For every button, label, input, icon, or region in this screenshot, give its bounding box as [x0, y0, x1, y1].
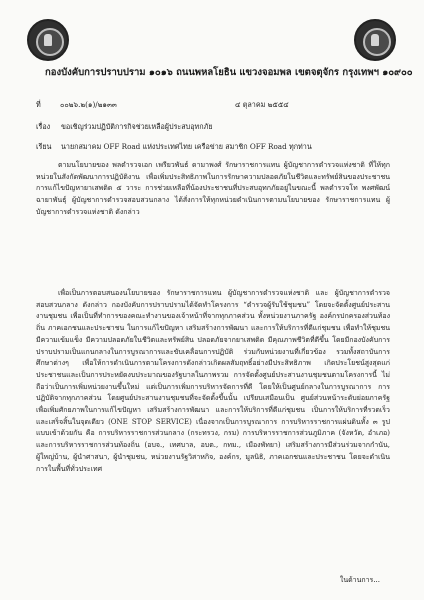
recipient-row	[36, 142, 396, 152]
reference-row	[36, 100, 386, 110]
body-paragraph-2: เพื่อเป็นการตอบสนองนโยบายของ รักษาราชการแทน ผู้บัญชาการตำรวจแห่งชาติ และ ผู้บัญชาการตำรวจสอบสวนกลาง ดังกล่าว กองบังคับการปราบปรามได้จัดทำโครงการ “ตำรวจผู้รับใช้ชุมชน” โดยจะจัดตั้งศูนย์ประสานงานชุมชน เพื่อเป็นที่ทำการของคณะทำงานของเจ้าหน้าที่จากทุกภาคส่วน ทั้งหน่วยงานภาครัฐ องค์กรปกครองส่วนท้องถิ่น ภาคเอกชนและประชาชน ในการแก้ไขปัญหา เสริมสร้างการพัฒนา และการให้บริการที่ดีแก่ชุมชน เพื่อทำให้ชุมชนมีความเข้มแข็ง มีความปลอดภัยในชีวิตและทรัพย์สิน ปลอดภัยจากยาเสพติด มีคุณภาพชีวิตที่ดีขึ้น โดยมีกองบังคับการปราบปรามเป็นแกนกลางในการบูรณาการและขับเคลื่อนการปฏิบัติ ร่วมกับหน่วยงานที่เกี่ยวข้อง รวมทั้งสถาบันการศึกษาต่างๆ เพื่อให้การดำเนินการตามโครงการดังกล่าวเกิดผลสัมฤทธิ์อย่างมีประสิทธิภาพ เกิดประโยชน์สูงสุดแก่ประชาชนและเป็นการประหยัดงบประมาณของรัฐบาลในภาพรวม การจัดตั้งศูนย์ประสานงานชุมชนตามโครงการนี้ ไม่ถือว่าเป็นการเพิ่มหน่วยงานขึ้นใหม่ แต่เป็นการเพิ่มการบริหารจัดการที่ดี โดยให้เป็นศูนย์กลางในการบูรณาการ การปฏิบัติจากทุกภาคส่วน โดยศูนย์ประสานงานชุมชนที่จะจัดตั้งขึ้นนั้น เปรียบเสมือนเป็น ศูนย์ส่วนหน้าระดับย่อยภาครัฐ เพื่อเพิ่มศักยภาพในการแก้ไขปัญหา เสริมสร้างการพัฒนา และการให้บริการที่ดีแก่ชุมชน เป็นการให้บริการที่รวดเร็ว และเสร็จสิ้นในจุดเดียว (ONE STOP SERVICE) เนื่องจากเป็นการบูรณาการ การบริหารราชการแผ่นดินทั้ง ๓ รูปแบบเข้าด้วยกัน คือ การบริหารราชการส่วนกลาง (กระทรวง, กรม) การบริหารราชการส่วนภูมิภาค (จังหวัด, อำเภอ) และการบริหารราชการส่วนท้องถิ่น (อบจ., เทศบาล, อบต., กทม., เมืองพัทยา) เสริมสร้างการมีส่วนร่วมจากกำนัน, ผู้ใหญ่บ้าน, ผู้นำศาสนา, ผู้นำชุมชน, หน่วยงานรัฐวิสาหกิจ, องค์กร, มูลนิธิ, ภาคเอกชนและประชาชน โดยจะดำเนินการในพื้นที่ทั่วประเทศ	[36, 289, 390, 473]
reference-number: ๐๐๒๖.๒(๑)/๒๑๓๓	[60, 100, 117, 109]
recipient-text: นายกสมาคม OFF Road แห่งประเทศไทย เครือข่าย สมาชิก OFF Road ทุกท่าน	[61, 142, 312, 151]
agency-address-header: กองบังคับการปราบปราม ๑๐๑๖ ถนนพหลโยธิน แขวงจอมพล เขตจตุจักร กรุงเทพฯ ๑๐๙๐๐	[45, 67, 413, 78]
reference-label: ที่	[36, 100, 41, 109]
recipient-label: เรียน	[36, 142, 52, 151]
body-paragraph-1: ตามนโยบายของ พลตำรวจเอก เพรียวพันธ์ ดามาพงศ์ รักษาราชการแทน ผู้บัญชาการตำรวจแห่งชาติ ที่ให้ทุกหน่วยในสังกัดพัฒนาการปฏิบัติงาน เพื่อเพิ่มประสิทธิภาพในการรักษาความปลอดภัยในชีวิตและทรัพย์สินของประชาชน การแก้ไขปัญหายาเสพติด ๕ วาระ การช่วยเหลือที่น้องประชาชนที่ประสบอุทกภัยอยู่ในขณะนี้ พลตำรวจโท พงศพัฒน์ ฉายาพันธุ์ ผู้บัญชาการตำรวจสอบสวนกลาง ได้สั่งการให้ทุกหน่วยดำเนินการตามนโยบายของ รักษาราชการแทน ผู้บัญชาการตำรวจแห่งชาติ ดังกล่าว	[36, 161, 390, 216]
subject-row	[36, 122, 386, 132]
subject-text: ขอเชิญร่วมปฏิบัติการกิจช่วยเหลือผู้ประสบอุทกภัย	[61, 122, 213, 131]
left-emblem-seal	[27, 19, 69, 61]
subject-label: เรื่อง	[36, 122, 51, 131]
page-continuation-text: ในด้านการ...	[339, 576, 380, 584]
right-emblem-seal	[354, 19, 396, 61]
letter-date: ๔ ตุลาคม ๒๕๕๔	[235, 100, 289, 109]
